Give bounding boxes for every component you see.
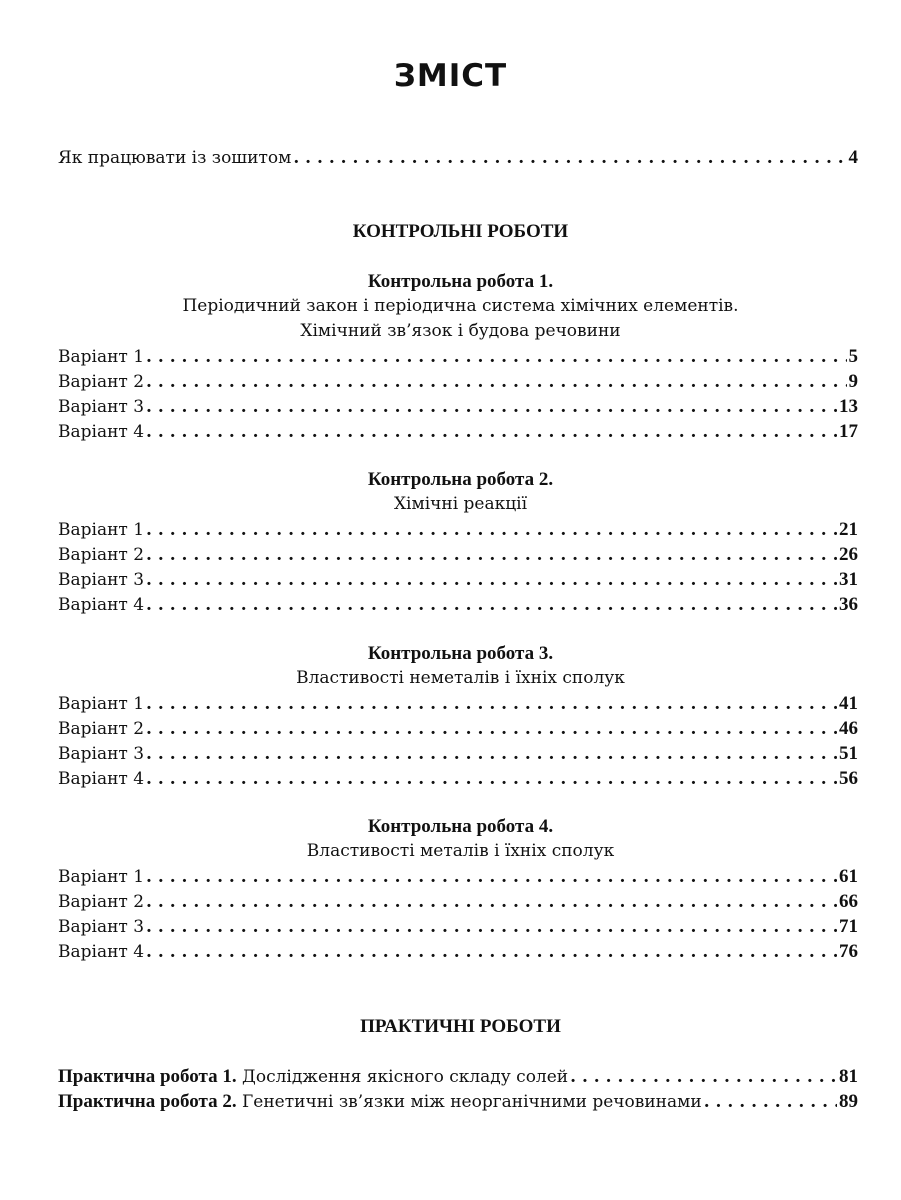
dot-leader bbox=[146, 719, 837, 739]
toc-entry-cw4-variant-4[interactable] bbox=[58, 941, 858, 965]
entry-label: Варіант 4 bbox=[58, 769, 145, 789]
entry-label-bold: Практична робота 1. bbox=[58, 1066, 237, 1087]
dot-leader bbox=[146, 347, 846, 367]
entry-label: Варіант 4 bbox=[58, 595, 145, 615]
toc-entry-cw3-variant-3[interactable] bbox=[58, 743, 858, 767]
toc-entry-cw3-variant-1[interactable] bbox=[58, 693, 858, 717]
entry-label: Варіант 2 bbox=[58, 372, 145, 392]
entry-label-text: Генетичні зв’язки між неорганічними речовинами bbox=[242, 1092, 702, 1112]
dot-leader bbox=[146, 372, 846, 392]
page-number: 21 bbox=[839, 519, 858, 540]
entry-label: Варіант 2 bbox=[58, 719, 145, 739]
dot-leader bbox=[146, 397, 837, 417]
page-number: 31 bbox=[839, 569, 858, 590]
control-work-2-subtitle-line-1: Хімічні реакції bbox=[393, 494, 528, 514]
toc-entry-cw3-variant-2[interactable] bbox=[58, 718, 858, 742]
page-number: 61 bbox=[839, 866, 858, 887]
control-work-3-subtitle-line-1: Властивості неметалів і їхніх сполук bbox=[296, 668, 625, 688]
dot-leader bbox=[704, 1092, 837, 1112]
entry-label: Варіант 1 bbox=[58, 520, 145, 540]
entry-label bbox=[58, 1091, 702, 1113]
entry-label: Варіант 3 bbox=[58, 917, 145, 937]
dot-leader bbox=[146, 595, 837, 615]
dot-leader bbox=[146, 694, 837, 714]
toc-entry-cw2-variant-1[interactable] bbox=[58, 519, 858, 543]
page-number: 71 bbox=[839, 916, 858, 937]
control-work-4-title: Контрольна робота 4. bbox=[367, 816, 554, 837]
entry-label: Варіант 3 bbox=[58, 570, 145, 590]
toc-entry-cw2-variant-4[interactable] bbox=[58, 594, 858, 618]
page-number: 51 bbox=[839, 743, 858, 764]
entry-label: Варіант 1 bbox=[58, 347, 145, 367]
page-number: 56 bbox=[839, 768, 858, 789]
dot-leader bbox=[146, 422, 837, 442]
entry-label: Варіант 4 bbox=[58, 422, 145, 442]
toc-entry-intro[interactable] bbox=[58, 147, 858, 171]
dot-leader bbox=[146, 892, 837, 912]
page-number: 9 bbox=[848, 371, 858, 392]
control-work-3-title: Контрольна робота 3. bbox=[367, 643, 554, 664]
entry-label: Варіант 4 bbox=[58, 942, 145, 962]
entry-label: Варіант 3 bbox=[58, 397, 145, 417]
section-title-practical: ПРАКТИЧНІ РОБОТИ bbox=[360, 1016, 561, 1037]
entry-label: Варіант 2 bbox=[58, 545, 145, 565]
dot-leader bbox=[146, 769, 837, 789]
toc-entry-cw4-variant-2[interactable] bbox=[58, 891, 858, 915]
entry-label: Варіант 3 bbox=[58, 744, 145, 764]
entry-label-bold: Практична робота 2. bbox=[58, 1091, 237, 1112]
page-number: 26 bbox=[839, 544, 858, 565]
page-number: 76 bbox=[839, 941, 858, 962]
page-number: 17 bbox=[839, 421, 858, 442]
dot-leader bbox=[146, 545, 837, 565]
entry-label bbox=[58, 1066, 568, 1088]
dot-leader bbox=[146, 942, 837, 962]
page-number: 46 bbox=[839, 718, 858, 739]
section-title-control: КОНТРОЛЬНІ РОБОТИ bbox=[352, 221, 569, 242]
entry-label-text: Дослідження якісного складу солей bbox=[242, 1067, 569, 1087]
entry-label: Варіант 1 bbox=[58, 694, 145, 714]
toc-entry-cw4-variant-1[interactable] bbox=[58, 866, 858, 890]
control-work-1-title: Контрольна робота 1. bbox=[367, 271, 554, 292]
page-number: 5 bbox=[848, 346, 858, 367]
toc-entry-cw1-variant-1[interactable] bbox=[58, 346, 858, 370]
page-number: 66 bbox=[839, 891, 858, 912]
dot-leader bbox=[146, 520, 837, 540]
page-number: 13 bbox=[839, 396, 858, 417]
control-work-1-subtitle-line-1: Періодичний закон і періодична система хімічних елементів. bbox=[182, 296, 739, 316]
page-number: 36 bbox=[839, 594, 858, 615]
dot-leader bbox=[146, 917, 837, 937]
toc-entry-cw1-variant-2[interactable] bbox=[58, 371, 858, 395]
dot-leader bbox=[570, 1067, 837, 1087]
page-number: 4 bbox=[848, 147, 858, 168]
dot-leader bbox=[293, 148, 846, 168]
control-work-1-subtitle-line-2: Хімічний зв’язок і будова речовини bbox=[300, 321, 621, 341]
dot-leader bbox=[146, 867, 837, 887]
page-number: 89 bbox=[839, 1091, 858, 1112]
toc-entry-practical-2[interactable] bbox=[58, 1091, 858, 1115]
toc-entry-cw2-variant-3[interactable] bbox=[58, 569, 858, 593]
entry-label: Варіант 2 bbox=[58, 892, 145, 912]
toc-entry-cw1-variant-3[interactable] bbox=[58, 396, 858, 420]
control-work-2-title: Контрольна робота 2. bbox=[367, 469, 554, 490]
page-number: 81 bbox=[839, 1066, 858, 1087]
page-number: 41 bbox=[839, 693, 858, 714]
page-title: ЗМІСТ bbox=[393, 58, 508, 94]
control-work-4-subtitle-line-1: Властивості металів і їхніх сполук bbox=[306, 841, 615, 861]
toc-entry-cw3-variant-4[interactable] bbox=[58, 768, 858, 792]
toc-entry-cw1-variant-4[interactable] bbox=[58, 421, 858, 445]
toc-entry-cw4-variant-3[interactable] bbox=[58, 916, 858, 940]
toc-entry-cw2-variant-2[interactable] bbox=[58, 544, 858, 568]
toc-entry-practical-1[interactable] bbox=[58, 1066, 858, 1090]
entry-label: Варіант 1 bbox=[58, 867, 145, 887]
dot-leader bbox=[146, 744, 837, 764]
entry-label: Як працювати із зошитом bbox=[58, 148, 292, 168]
dot-leader bbox=[146, 570, 837, 590]
